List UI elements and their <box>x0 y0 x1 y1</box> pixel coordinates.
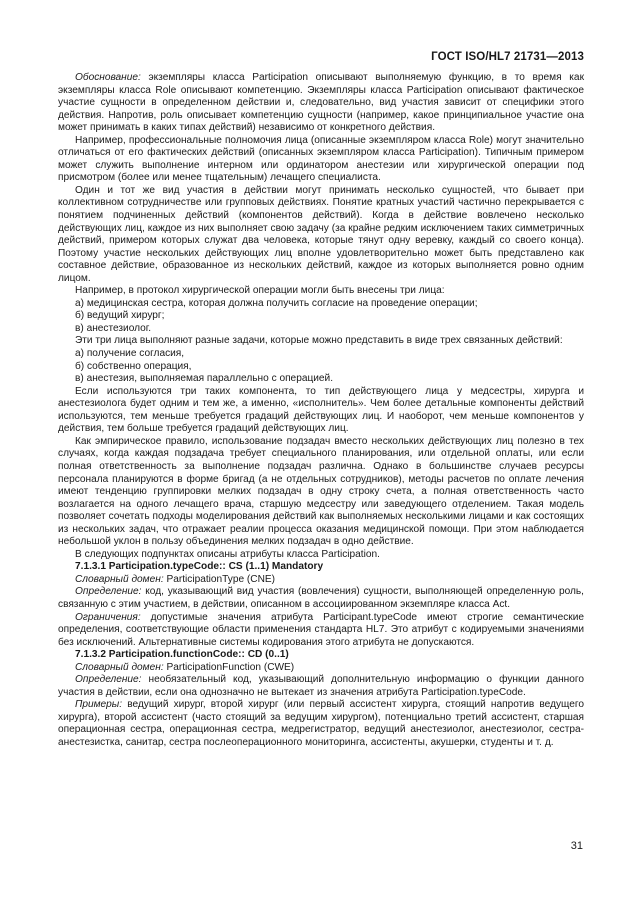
section-heading-typecode: 7.1.3.1 Participation.typeCode:: CS (1..1) Mandatory <box>75 561 324 573</box>
domain-label: Словарный домен: <box>75 573 164 585</box>
list-item: в) анестезиолог. <box>75 322 152 334</box>
paragraph: Эти три лица выполняют разные задачи, которые можно представить в виде трех связанных действий: <box>75 335 563 347</box>
definition-paragraph <box>58 674 584 699</box>
examples-label: Примеры: <box>75 699 123 711</box>
rationale-text: экземпляры класса Participation описывают выполняемую функцию, в то время как экземпляры класса Role описывают компетенцию. Экземпляры класса Participation описывают фактическое участие сущности в определенном действии и, следовательно, вид участия зависит от специфики этого действия. Напротив, роль описывает компетенцию сущности (например, какое принципиальное участие она может принимать в каких типах действий) независимо от конкретного действия. <box>58 72 584 134</box>
constraints-text: допустимые значения атрибута Participant.typeCode имеют строгие семантические определения, соответствующие области применения стандарта HL7. Это атрибут с кодируемыми значениями без исключений. Альтернативные системы кодирования этого атрибута не допускаются. <box>58 611 584 648</box>
definition-text: необязательный код, указывающий дополнительную информацию о функции данного участия в действии, если она однозначно не вытекает из значения атрибута Participation.typeCode. <box>58 674 584 698</box>
page-body <box>58 72 584 750</box>
paragraph: Например, профессиональные полномочия лица (описанные экземпляром класса Role) могут значительно отличаться от его фактических действий (описанных экземпляром класса Participation). Типичным примером может служить выполнение интерном или ординатором анестезии или хирургической операции под присмотром (более или менее тщательным) лечащего специалиста. <box>58 134 584 184</box>
vocabulary-domain-line <box>58 574 584 587</box>
list-item: а) получение согласия, <box>75 348 185 360</box>
definition-text: код, указывающий вид участия (вовлечения) сущности, выполняющей определенную роль, связанную с этим участием, в действии, описанном в ассоциированном экземпляре класса Act. <box>58 586 584 610</box>
paragraph-rationale <box>58 72 584 135</box>
constraints-label: Ограничения: <box>75 611 141 623</box>
paragraph: Как эмпирическое правило, использование подзадач вместо нескольких действующих лиц полезно в тех случаях, когда каждая подзадача требует специального планирования, или отдельной оплаты, или если полная ответственность за выполнение подзадач различна. Однако в большинстве случаев ресурсы персонала планируются в форме бригад (а не отдельных сотрудников), методы расчетов по оплате лечения имеют тенденцию группировки мелких подзадач в одну строку счета, а полная ответственность часто возлагается на одного лечащего врача, старшую медсестру или заведующего отделением. Такая модель позволяет сочетать подходы моделирования действий как выполняемых несколькими лицами и как состоящих из нескольких задач, что отражает реалии процесса оказания медицинской помощи. При этом наблюдается небольшой уклон в пользу объединения мелких подзадач в одно действие. <box>58 435 584 548</box>
examples-paragraph <box>58 699 584 749</box>
vocabulary-domain-line <box>58 662 584 675</box>
domain-value: ParticipationType (CNE) <box>163 573 276 585</box>
paragraph: Если используются три таких компонента, то тип действующего лица у медсестры, хирурга и анестезиолога будет одним и тем же, а именно, «исполнитель». Чем более детальные компоненты действий используются, тем меньше требуется градаций действующих лиц. И наоборот, чем меньше компонентов у действия, тем больше требуется градаций действующих лиц. <box>58 385 584 435</box>
list-item: в) анестезия, выполняемая параллельно с операцией. <box>75 373 334 385</box>
paragraph: Один и тот же вид участия в действии могут принимать несколько сущностей, что бывает при коллективном сотрудничестве или групповых действиях. Понятие кратных участий частично перекрывается с понятием подчиненных действий (компонентов действий). Когда в действие вовлечено несколько действующих лиц, каждое из них выполняет свою задачу (за крайне редким исключением таких симметричных действий, примером которых служат два человека, которые тянут одну веревку, каждый со своего конца). Поэтому участие нескольких действующих лиц вполне удовлетворительно может быть представлено как составное действие, образованное из нескольких действий, каждое из которых выполняется ровно одним лицом. <box>58 184 584 284</box>
document-header: ГОСТ ISO/HL7 21731—2013 <box>431 51 584 63</box>
section-heading-functioncode: 7.1.3.2 Participation.functionCode:: CD (0..1) <box>75 649 289 661</box>
rationale-label: Обоснование: <box>75 72 141 83</box>
paragraph: Например, в протокол хирургической операции могли быть внесены три лица: <box>75 285 445 297</box>
constraints-paragraph <box>58 612 584 650</box>
list-item: б) ведущий хирург; <box>75 310 165 322</box>
examples-text: ведущий хирург, второй хирург (или первый ассистент хирурга, стоящий напротив ведущего хирурга), второй ассистент (часто стоящий за ведущим хирургом), потенциально третий ассистент, старшая операционная сестра, операционная сестра, медрегистратор, ведущий анестезиолог, анестезиолог, сестра-анестезистка, санитар, сестра послеоперационного мониторинга, ассистенты, акушерки, студенты и т. д. <box>58 699 584 748</box>
paragraph: В следующих подпунктах описаны атрибуты класса Participation. <box>75 548 380 560</box>
list-item: б) собственно операция, <box>75 360 192 372</box>
domain-value: ParticipationFunction (CWE) <box>163 661 295 673</box>
definition-label: Определение: <box>75 586 142 598</box>
page-number: 31 <box>570 840 583 852</box>
list-item: а) медицинская сестра, которая должна получить согласие на проведение операции; <box>75 297 478 309</box>
domain-label: Словарный домен: <box>75 661 164 673</box>
definition-label: Определение: <box>75 674 142 686</box>
definition-paragraph <box>58 586 584 611</box>
